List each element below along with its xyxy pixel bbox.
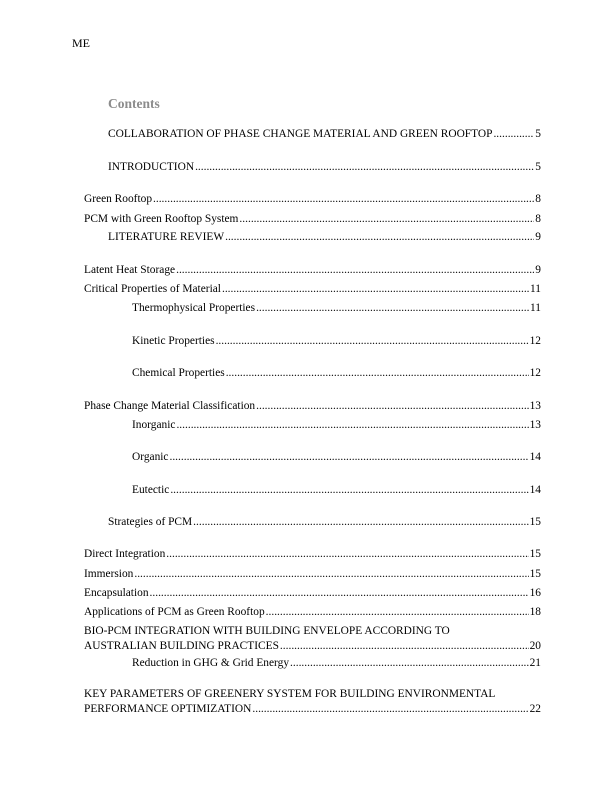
toc-entry-strategies[interactable]: [108, 515, 541, 530]
toc-entry-title: Encapsulation: [84, 587, 149, 599]
toc-leader: [176, 418, 528, 433]
toc-entry-literature-review[interactable]: [108, 230, 541, 245]
toc-entry-title: Latent Heat Storage: [84, 264, 176, 276]
toc-page-number: 21: [529, 657, 541, 669]
toc-entry-title: Organic: [132, 451, 169, 463]
toc-page-number: 12: [529, 335, 541, 347]
toc-leader: [134, 567, 528, 582]
toc-leader: [222, 282, 529, 297]
toc-entry-title: Inorganic: [132, 419, 176, 431]
toc-leader: [239, 212, 534, 227]
toc-entry-eutectic[interactable]: [132, 483, 541, 498]
toc-entry-title: LITERATURE REVIEW: [108, 231, 225, 243]
toc-entry-title-line1: KEY PARAMETERS OF GREENERY SYSTEM FOR BUILDING ENVIRONMENTAL: [84, 688, 496, 700]
toc-page-number: 9: [535, 264, 541, 276]
toc-entry-title: Kinetic Properties: [132, 335, 215, 347]
toc-page-number: 20: [529, 640, 541, 652]
page-header: ME: [72, 36, 90, 50]
toc-entry-title: Strategies of PCM: [108, 516, 193, 528]
toc-page-number: 5: [535, 161, 541, 173]
toc-leader: [252, 702, 528, 717]
toc-entry-immersion[interactable]: [84, 567, 541, 582]
toc-entry-ghg-reduction[interactable]: [132, 656, 541, 671]
toc-leader: [266, 605, 529, 620]
toc-leader: [170, 483, 528, 498]
toc-entry-title: Applications of PCM as Green Rooftop: [84, 606, 265, 618]
toc-entry-title-line2: PERFORMANCE OPTIMIZATION: [84, 703, 252, 715]
toc-leader: [493, 127, 534, 142]
toc-leader: [153, 192, 534, 207]
toc-leader: [169, 450, 528, 465]
toc-page-number: 14: [529, 484, 541, 496]
toc-page-number: 15: [529, 548, 541, 560]
toc-entry-key-parameters[interactable]: [84, 687, 541, 717]
toc-entry-title: Critical Properties of Material: [84, 283, 221, 295]
toc-page-number: 13: [529, 419, 541, 431]
toc-page-number: 13: [529, 400, 541, 412]
toc-entry-collaboration[interactable]: [108, 127, 541, 142]
toc-page-number: 14: [529, 451, 541, 463]
toc-entry-pcm-classification[interactable]: [84, 399, 541, 414]
toc-entry-kinetic[interactable]: [132, 334, 541, 349]
toc-page-number: 18: [529, 606, 541, 618]
toc-leader: [150, 586, 529, 601]
toc-entry-encapsulation[interactable]: [84, 586, 541, 601]
toc-page-number: 12: [529, 367, 541, 379]
toc-page-number: 5: [535, 128, 541, 140]
toc-entry-introduction[interactable]: [108, 160, 541, 175]
toc-entry-title: COLLABORATION OF PHASE CHANGE MATERIAL AND GREEN ROOFTOP: [108, 128, 493, 140]
toc-entry-title: Chemical Properties: [132, 367, 225, 379]
toc-entry-green-rooftop[interactable]: [84, 192, 541, 207]
toc-entry-title: PCM with Green Rooftop System: [84, 213, 239, 225]
toc-entry-pcm-green-rooftop[interactable]: [84, 212, 541, 227]
toc-leader: [256, 301, 529, 316]
toc-entry-bio-pcm[interactable]: [84, 624, 541, 654]
contents-heading: Contents: [108, 96, 160, 111]
toc-entry-title: Green Rooftop: [84, 193, 153, 205]
toc-page-number: 11: [530, 302, 541, 314]
toc-leader: [166, 547, 528, 562]
toc-leader: [280, 639, 529, 654]
toc-page-number: 15: [529, 516, 541, 528]
toc-page-number: 11: [530, 283, 541, 295]
toc-page-number: 22: [529, 703, 541, 715]
toc-leader: [176, 263, 534, 278]
toc-entry-title: Immersion: [84, 568, 134, 580]
toc-leader: [225, 230, 534, 245]
toc-entry-title: INTRODUCTION: [108, 161, 195, 173]
toc-page-number: 8: [535, 213, 541, 225]
toc-leader: [195, 160, 534, 175]
toc-entry-inorganic[interactable]: [132, 418, 541, 433]
toc-leader: [290, 656, 529, 671]
toc-entry-chemical[interactable]: [132, 366, 541, 381]
toc-entry-latent-heat[interactable]: [84, 263, 541, 278]
toc-entry-title-line2: AUSTRALIAN BUILDING PRACTICES: [84, 640, 279, 652]
toc-entry-title: Eutectic: [132, 484, 170, 496]
toc-page-number: 16: [529, 587, 541, 599]
toc-entry-thermophysical[interactable]: [132, 301, 541, 316]
toc-entry-title: Direct Integration: [84, 548, 166, 560]
toc-leader: [256, 399, 528, 414]
toc-entry-title-line1: BIO-PCM INTEGRATION WITH BUILDING ENVELOPE ACCORDING TO: [84, 625, 450, 637]
toc-leader: [226, 366, 529, 381]
toc-entry-direct-integration[interactable]: [84, 547, 541, 562]
toc-entry-title: Thermophysical Properties: [132, 302, 256, 314]
toc-page-number: 8: [535, 193, 541, 205]
toc-entry-critical-properties[interactable]: [84, 282, 541, 297]
toc-entry-title: Reduction in GHG & Grid Energy: [132, 657, 290, 669]
toc-entry-applications[interactable]: [84, 605, 541, 620]
toc-entry-title: Phase Change Material Classification: [84, 400, 256, 412]
toc-page-number: 15: [529, 568, 541, 580]
toc-leader: [193, 515, 528, 530]
toc-page-number: 9: [535, 231, 541, 243]
toc-entry-organic[interactable]: [132, 450, 541, 465]
toc-leader: [216, 334, 529, 349]
